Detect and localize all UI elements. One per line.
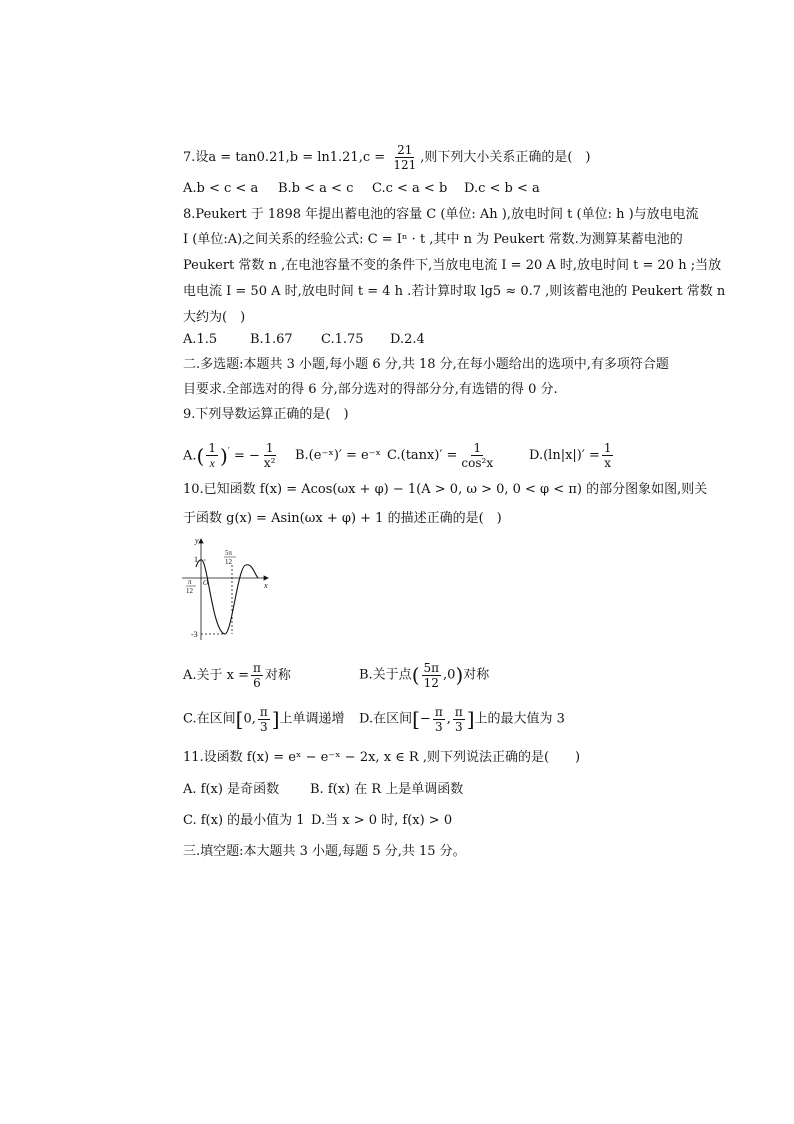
q8-line-3: Peukert 常数 n ,在电池容量不变的条件下,当放电电流 I = 20 A 时,放电时间 t = 20 h ;当放: [183, 258, 722, 273]
q11-option-d[interactable]: D.当 x > 0 时, f(x) > 0: [311, 813, 453, 828]
q9-option-a[interactable]: A.( $\frac{1}{x}$ )′ = − $\frac{1}{\text{x²}}$: [183, 441, 276, 471]
q8-line-5: 大约为( ): [183, 310, 246, 325]
section3-line-1: 三.填空题:本大题共 3 小题,每题 5 分,共 15 分。: [183, 844, 466, 859]
graph-tick-pi-num: π: [188, 578, 192, 586]
graph-y-label: y: [195, 536, 199, 545]
q7-a-expr: a = tan0.21: [208, 150, 286, 165]
q11-options-row-2: [183, 812, 452, 830]
q7-option-c[interactable]: C.c < a < b: [372, 181, 448, 196]
q7-stem: 7.设a = tan0.21,b = ln1.21,c = $\frac{21}{121}$ ,则下列大小关系正确的是( ): [183, 143, 591, 172]
y-axis-arrow: [199, 539, 203, 543]
q9-options: [183, 436, 615, 471]
graph-tick-1: 1: [194, 555, 198, 564]
q8-option-b[interactable]: B.1.67: [250, 332, 293, 347]
q9-option-d[interactable]: D.(ln|x|)′ = $\frac{1}{x}$: [529, 441, 612, 471]
q8-option-c[interactable]: C.1.75: [321, 332, 364, 347]
q7-suffix: ,则下列大小关系正确的是( ): [420, 150, 591, 165]
graph-tick-pi-den: 12: [186, 587, 193, 595]
q11-options-row-1: [183, 781, 463, 799]
q8-line-4: 电电流 I = 50 A 时,放电时间 t = 4 h .若计算时取 lg5 ≈ 0.7 ,则该蓄电池的 Peukert 常数 n: [183, 284, 726, 299]
graph-tick-neg3: -3: [191, 630, 198, 639]
q10-line-1: 10.已知函数 f(x) = Acos(ωx + φ) − 1(A > 0, ω > 0, 0 < φ < π) 的部分图象如图,则关: [183, 482, 708, 497]
x-axis-arrow: [264, 576, 268, 580]
q8-option-a[interactable]: A.1.5: [183, 332, 218, 347]
q7-b-expr: b = ln1.21: [289, 150, 359, 165]
q7-option-b[interactable]: B.b < a < c: [278, 181, 354, 196]
graph-tick-5pi-den: 12: [225, 558, 232, 566]
q8-option-d[interactable]: D.2.4: [390, 332, 425, 347]
q11-option-c[interactable]: C. f(x) 的最小值为 1: [183, 813, 305, 828]
q11-option-a[interactable]: A. f(x) 是奇函数: [183, 782, 280, 797]
q9-option-b[interactable]: B.(e⁻ˣ)′ = e⁻ˣ: [295, 448, 382, 464]
q8-line-1: 8.Peukert 于 1898 年提出蓄电池的容量 C (单位: Ah ),放电时间 t (单位: h )与放电电流: [183, 207, 699, 222]
section2-line-2: 目要求.全部选对的得 6 分,部分选对的得部分分,有选错的得 0 分.: [183, 382, 558, 397]
q10-option-a[interactable]: A.关于 x = $\frac{\pi}{6}$ 对称: [183, 660, 291, 690]
section2-line-1: 二.多选题:本题共 3 小题,每小题 6 分,共 18 分,在每小题给出的选项中,有多项符合题: [183, 357, 669, 372]
graph-origin-label: O: [203, 579, 209, 587]
q7-options: [183, 180, 540, 198]
q9-stem: 9.下列导数运算正确的是( ): [183, 407, 349, 422]
q7-prefix: 7.设: [183, 150, 209, 165]
graph-tick-5pi-num: 5π: [225, 549, 233, 557]
q10-options-row-1: [183, 660, 489, 690]
q7-option-d[interactable]: D.c < b < a: [464, 181, 540, 196]
graph-x-label: x: [264, 581, 268, 590]
q11-stem: 11.设函数 f(x) = eˣ − e⁻ˣ − 2x, x ∈ R ,则下列说法正确的是( ): [183, 750, 581, 765]
q10-function-graph: [180, 535, 270, 645]
q7-option-a[interactable]: A.b < c < a: [183, 181, 259, 196]
q10-option-d[interactable]: D.在区间[− $\frac{\pi}{3}$ , $\frac{\pi}{3}$ ]上的最大值为 3: [359, 704, 565, 734]
q10-option-b[interactable]: B.关于点( $\frac{5\pi}{12}$ ,0)对称: [359, 660, 490, 690]
q10-line-2: 于函数 g(x) = Asin(ωx + φ) + 1 的描述正确的是( ): [183, 511, 502, 526]
q7-c-lhs: c =: [362, 150, 386, 165]
q11-option-b[interactable]: B. f(x) 在 R 上是单调函数: [310, 782, 464, 797]
q8-line-2: I (单位:A)之间关系的经验公式: C = Iⁿ · t ,其中 n 为 Peukert 常数.为测算某蓄电池的: [183, 232, 683, 247]
q10-options-row-2: [183, 704, 565, 734]
function-curve: [196, 560, 258, 634]
q8-options: [183, 331, 425, 349]
q10-option-c[interactable]: C.在区间[0, $\frac{\pi}{3}$ ]上单调递增: [183, 704, 345, 734]
q7-c-fraction: $\frac{21}{121}$: [393, 143, 417, 172]
q9-option-c[interactable]: C.(tanx)′ = $\frac{1}{\text{cos²x}}$: [387, 441, 494, 471]
